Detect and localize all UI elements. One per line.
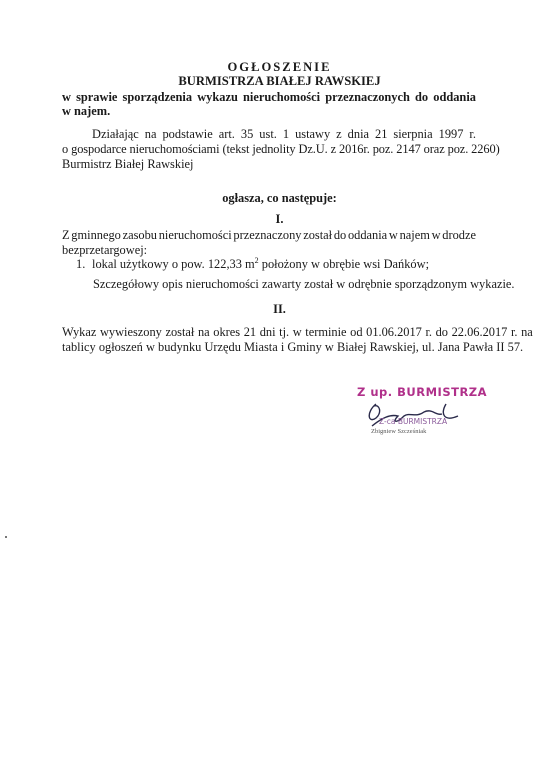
stamp-role: Z-ca BURMISTRZA	[379, 417, 448, 426]
intro-word: 1997	[438, 127, 464, 141]
section-1-word: został	[303, 228, 333, 242]
section-2-line-2: tablicy ogłoszeń w budynku Urzędu Miasta i Gminy w Białej Rawskiej, ul. Jana Pawła II 57.	[62, 340, 524, 354]
section-1-word: gminnego	[71, 228, 121, 242]
subject-word: wykazu	[197, 90, 238, 104]
list-item-number: 1.	[76, 257, 86, 271]
subject-word: sporządzenia	[122, 90, 193, 104]
intro-line-1	[92, 127, 476, 142]
intro-line-3: Burmistrz Białej Rawskiej	[62, 157, 194, 171]
intro-word: z	[336, 127, 342, 141]
section-1-word: drodze	[442, 228, 476, 242]
section-1-word: oddania	[347, 228, 388, 242]
intro-word: podstawie	[162, 127, 213, 141]
document-subtitle: BURMISTRZA BIAŁEJ RAWSKIEJ	[178, 74, 381, 88]
subject-word: przeznaczonych	[325, 90, 410, 104]
section-1-word: w	[431, 228, 441, 242]
intro-word: 1	[282, 127, 290, 141]
subject-line-2: w najem.	[62, 104, 111, 118]
section-1-word: przeznaczony	[233, 228, 302, 242]
list-item-text: lokal użytkowy o pow. 122,33 m	[92, 257, 255, 271]
scan-speck	[5, 536, 7, 538]
announces-heading: ogłasza, co następuje:	[222, 191, 337, 205]
signature-image	[362, 398, 472, 432]
intro-word: ust.	[259, 127, 277, 141]
subject-word: sprawie	[76, 90, 118, 104]
document-title: OGŁOSZENIE	[227, 60, 332, 74]
subject-word: nieruchomości	[242, 90, 321, 104]
stamp-heading: Z up. BURMISTRZA	[357, 385, 488, 399]
intro-word: sierpnia	[393, 127, 433, 141]
section-1-word: Z	[62, 228, 70, 242]
intro-word: ustawy	[295, 127, 331, 141]
subject-line-1	[62, 90, 476, 105]
stamp-name: Zbigniew Szcześniak	[371, 428, 427, 435]
intro-word: na	[144, 127, 157, 141]
intro-word: 21	[375, 127, 388, 141]
section-1-line-1	[62, 228, 476, 243]
intro-word: Działając	[92, 127, 139, 141]
intro-word: 35	[240, 127, 254, 141]
section-2-numeral: II.	[273, 302, 286, 316]
intro-word: art.	[218, 127, 235, 141]
section-1-line-2: bezprzetargowej:	[62, 243, 148, 257]
list-item-text-end: położony w obrębie wsi Dańków;	[258, 257, 430, 271]
intro-word: dnia	[347, 127, 370, 141]
section-1-word: nieruchomości	[158, 228, 232, 242]
subject-word: oddania	[433, 90, 476, 104]
subject-word: do	[415, 90, 429, 104]
section-1-word: do	[333, 228, 347, 242]
section-2-line-1: Wykaz wywieszony został na okres 21 dni tj. w terminie od 01.06.2017 r. do 22.06.2017 r. na	[62, 325, 533, 339]
intro-word: r.	[469, 127, 476, 141]
subject-word: w	[62, 90, 71, 104]
section-1-word: zasobu	[122, 228, 157, 242]
superscript: 2	[254, 255, 259, 265]
list-item	[92, 257, 429, 272]
section-1-word: najem	[399, 228, 430, 242]
section-1-numeral: I.	[275, 212, 284, 226]
section-1-detail: Szczegółowy opis nieruchomości zawarty został w odrębnie sporządzonym wykazie.	[93, 277, 515, 291]
intro-line-2: o gospodarce nieruchomościami (tekst jednolity Dz.U. z 2016r. poz. 2147 oraz poz. 2260)	[62, 142, 500, 156]
section-1-word: w	[388, 228, 398, 242]
